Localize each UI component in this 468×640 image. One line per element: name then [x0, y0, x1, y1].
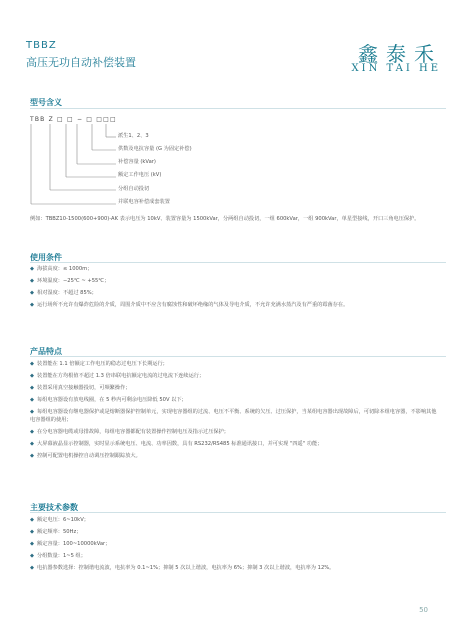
list-item-text: 每组电容器设有继电器保护或是熔断器保护控制单元，实现电容器组的过流、电压不平衡、系统的欠压、过压保护，当某组电容器出现故障后，可切除本组电容器，不影响其他电容器组的使用；: [30, 409, 437, 423]
bullet-icon: ◆: [30, 409, 34, 415]
list-item: [30, 373, 440, 381]
legend-item: 补偿容量 (kVar): [118, 159, 156, 165]
list-item-text: 装置能在 1.1 倍额定工作电压的稳态过电压下长期运行；: [37, 361, 168, 367]
bullet-icon: ◆: [30, 290, 34, 296]
list-item: [30, 529, 440, 537]
legend-item: 供数及电抗容量 (G 为固定补偿): [118, 146, 192, 152]
list-item-text: 额定频率：50Hz；: [37, 529, 82, 535]
bullet-icon: ◆: [30, 529, 34, 535]
bullet-icon: ◆: [30, 373, 34, 379]
list-item-text: 在分电容器电缆或母排故障，每组电容器都配有装置操作控制电压及指示过压保护；: [37, 429, 229, 435]
brand-logo-cn: 鑫泰禾: [358, 42, 442, 66]
section-heading-specs: 主要技术参数: [30, 503, 78, 512]
list-item: [30, 290, 440, 298]
legend-item: 分组自动投切: [118, 186, 150, 192]
page-number: 50: [419, 606, 428, 614]
section-divider: [30, 108, 446, 109]
section-heading-conditions: 使用条件: [30, 253, 62, 262]
list-item: [30, 565, 440, 573]
list-item-text: 相对湿度：不超过 85%；: [37, 290, 97, 296]
page-title: 高压无功自动补偿装置: [26, 56, 136, 69]
list-item-text: 分组数量：1~5 组；: [37, 553, 86, 559]
legend-item: 并联电容补偿成套装置: [118, 199, 170, 205]
bullet-icon: ◆: [30, 302, 34, 308]
list-item-text: 装置采用真空接触器投切，可频繁操作；: [37, 385, 131, 391]
example-text: 例如：TBBZ10-1500(600+900)-AK 表示电压为 10kV、装置容量为 1500kVar，分两组自动投切，一组 600kVar，一组 900kVar，单星型接线，开口三角电压保护。: [30, 216, 420, 222]
list-item: [30, 302, 440, 310]
legend-item: 额定工作电压 (kV): [118, 172, 162, 178]
list-item-text: 装置能在方均根值不超过 1.3 倍串联电抗额定电流的过电流下连续运行；: [37, 373, 205, 379]
section-heading-model: 型号含义: [30, 98, 62, 107]
list-item-text: 额定电压：6~10kV；: [37, 517, 89, 523]
list-item: [30, 517, 440, 525]
list-item-text: 海拔高度：≤ 1000m；: [37, 266, 93, 272]
list-item-text: 运行场所不允许有爆炸危险的介质，周围介质中不应含有腐蚀性和破坏绝缘的气体及导电介质，不允许充满水蒸汽及有严重的霉菌存在。: [37, 302, 349, 308]
list-item: [30, 553, 440, 561]
list-item-text: 电抗器参数选择：控制谐电流波，电抗率为 0.1~1%；抑制 5 次以上谐波，电抗率为 6%；抑制 3 次以上谐波，电抗率为 12%。: [37, 565, 335, 571]
section-heading-features: 产品特点: [30, 347, 62, 356]
bullet-icon: ◆: [30, 517, 34, 523]
list-item: [30, 361, 440, 369]
bullet-icon: ◆: [30, 278, 34, 284]
list-item: [30, 453, 440, 461]
bullet-icon: ◆: [30, 541, 34, 547]
list-item-text: 大屏幕液晶显示控制器，实时显示系统电压、电流、功率因数，具有 RS232/RS485 标准通讯接口，并可实现 "四遥" 功能；: [37, 441, 323, 447]
bullet-icon: ◆: [30, 553, 34, 559]
legend-item: 派生1、2、3: [118, 133, 149, 139]
list-item-text: 额定容量：100~10000kVar；: [37, 541, 111, 547]
section-divider: [30, 356, 446, 357]
list-item: [30, 409, 440, 424]
bullet-icon: ◆: [30, 361, 34, 367]
list-item-text: 环境温度：−25℃ ~ +55℃；: [37, 278, 110, 284]
list-item: [30, 429, 440, 437]
product-code: TBBZ: [26, 40, 57, 51]
bullet-icon: ◆: [30, 453, 34, 459]
list-item: [30, 397, 440, 405]
section-divider: [30, 512, 446, 513]
list-item-text: 每组电容器设有放电线圈，在 5 秒内可剩余电压降低 50V 以下；: [37, 397, 187, 403]
bullet-icon: ◆: [30, 429, 34, 435]
bullet-icon: ◆: [30, 565, 34, 571]
bullet-icon: ◆: [30, 441, 34, 447]
bullet-icon: ◆: [30, 397, 34, 403]
brand-logo-en: XIN TAI HE: [351, 63, 441, 74]
list-item-text: 控制可配置电机操控自动调压控制跟踪放大。: [37, 453, 141, 459]
bullet-icon: ◆: [30, 266, 34, 272]
list-item: [30, 278, 440, 286]
model-breakdown-diagram: [30, 124, 120, 210]
list-item: [30, 541, 440, 549]
section-divider: [30, 262, 446, 263]
list-item: [30, 441, 440, 449]
model-string: TBB Z □ □ − □ □□□: [30, 116, 117, 123]
list-item: [30, 266, 440, 274]
list-item: [30, 385, 440, 393]
bullet-icon: ◆: [30, 385, 34, 391]
